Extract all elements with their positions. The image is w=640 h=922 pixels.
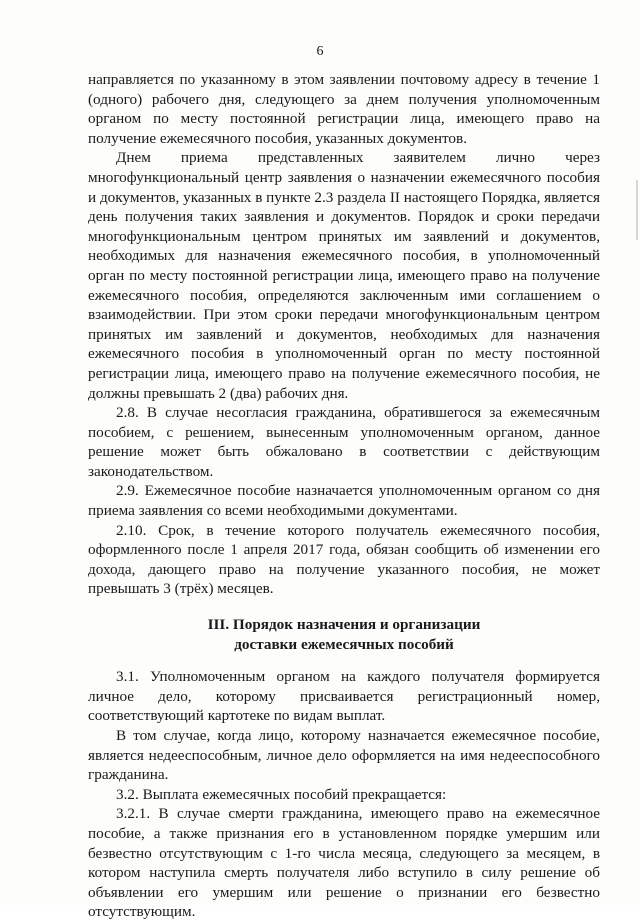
section-heading-line-1: III. Порядок назначения и организации — [207, 616, 481, 634]
scan-edge-mark — [636, 180, 638, 240]
section-heading-line-2: доставки ежемесячных пособий — [234, 635, 454, 653]
page-number: 6 — [316, 44, 324, 59]
paragraph-2-8: 2.8. В случае несогласия гражданина, обратившегося за ежемесячным пособием, с решением, вынесенным уполномоченным органом, данное решение может быть обжаловано в соответствии с действующим законодательством. — [88, 404, 600, 480]
paragraph-2-10: 2.10. Срок, в течение которого получатель ежемесячного пособия, оформленного после 1 апреля 2017 года, обязан сообщить об изменении его дохода, дающего право на получение указанного пособия, не может превышать 3 (трёх) месяцев. — [88, 521, 600, 598]
paragraph-3-1: 3.1. Уполномоченным органом на каждого получателя формируется личное дело, которому присваивается регистрационный номер, соответствующий картотеке по видам выплат. — [88, 668, 600, 725]
paragraph-continuation: направляется по указанному в этом заявлении почтовому адресу в течение 1 (одного) рабочего дня, следующего за днем получения уполномоченным органом по месту постоянной регистрации лица, имеющего право на получение ежемесячного пособия, указанных документов. — [88, 71, 600, 147]
paragraph-3-2-1: 3.2.1. В случае смерти гражданина, имеющего право на ежемесячное пособие, а также признания его в установленном порядке умершим или безвестно отсутствующим с 1-го числа месяца, следующего за месяцем, в котором наступила смерть получателя либо вступило в силу решение об объявлении его умершим или решение о признании его безвестно отсутствующим. — [88, 805, 600, 921]
paragraph-3-2: 3.2. Выплата ежемесячных пособий прекращается: — [116, 785, 447, 803]
paragraph-2-9: 2.9. Ежемесячное пособие назначается уполномоченным органом со дня приема заявления со всеми необходимыми документами. — [88, 482, 600, 520]
paragraph-incapacitated: В том случае, когда лицо, которому назначается ежемесячное пособие, является недееспособным, личное дело оформляется на имя недееспособного гражданина. — [88, 727, 600, 784]
section-heading — [88, 615, 600, 654]
paragraph-mfc-acceptance: Днем приема представленных заявителем лично через многофункциональный центр заявления о назначении ежемесячного пособия и документов, указанных в пункте 2.3 раздела II настоящего Порядка, является день получения таких заявления и документов. Порядок и сроки передачи многофункциональным центром принятых им заявлений и документов, необходимых для назначения ежемесячного пособия, в уполномоченный орган по месту постоянной регистрации лица, имеющего право на получение ежемесячного пособия, определяются заключенным ими соглашением о взаимодействии. При этом сроки передачи многофункциональным центром принятых им заявлений и документов, необходимых для назначения ежемесячного пособия в уполномоченный орган по месту постоянной регистрации лица, имеющего право на получение ежемесячного пособия, не должны превышать 2 (два) рабочих дня. — [88, 149, 600, 402]
document-body — [88, 70, 600, 922]
